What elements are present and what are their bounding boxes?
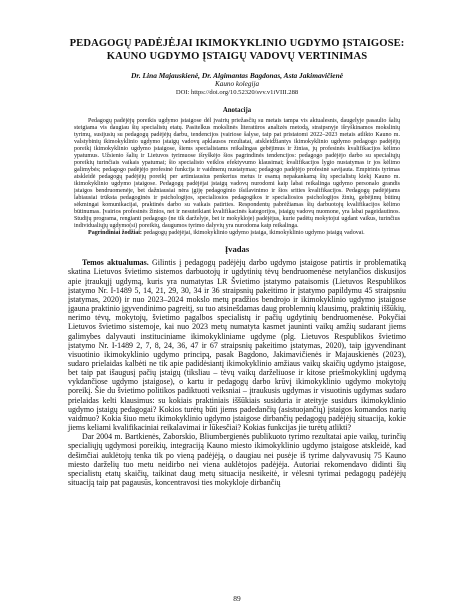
- intro-heading: Įvadas: [224, 244, 250, 255]
- intro-lead: Temos aktualumas.: [82, 258, 149, 268]
- keywords-label: Pagrindiniai žodžiai:: [88, 230, 142, 237]
- abstract-heading: Anotacija: [222, 106, 252, 114]
- keywords-line: [74, 230, 400, 237]
- affiliation: Kauno kolegija: [214, 80, 260, 88]
- abstract-section: [68, 118, 406, 238]
- page-number: 89: [233, 594, 241, 603]
- doi-link[interactable]: DOI: https://doi.org/10.52320/svv.v1iVIII.288: [175, 89, 299, 96]
- intro-paragraph-1-text: Gilintis į pedagogų padėjėjų darbo ugdymo įstaigose patirtis ir problematiką skatina Lietuvos švietimo sistemos darbuotojų ir ugdytinių tėvų bendruomenėse netylančios diskusijos apie įtraukųjį ugdymą, kuris yra numatytas LR Švietimo įstatymo pataisomis (Lietuvos Respublikos įstatymo Nr. I-1489 5, 14, 21, 29, 30, 34 ir 36 straipsnių pakeitimo ir įstatymo papildymu 45 straipsniu įstatymas, 2020) ir nuo 2023–2024 mokslo metų pradžios bendrojo ir ikimokyklinio ugdymo įstaigose įgauna praktinio įgyvendinimo pagreitį, su tuo atsinešdamas daug problemnių klausimų, praktinių iššūkių, nerimo tėvų, mokytojų, švietimo pagalbos specialistų ir pačių ugdytinių bendruomenėse. Pokyčiai Lietuvos švietimo sistemoje, kai nuo 2023 metų numatyta kasmet jauninti vaikų amžių sudarant jiems galimybes dalyvauti instituciniame ikimokykliniame ugdyme (plg. Lietuvos Respublikos švietimo įstatymo Nr. I-1489 2, 7, 8, 24, 36, 47 ir 67 straipsnių pakeitimo įstatymas, 2020), taip įgyvendinant visuotinio ikimokyklinio ugdymo principą, pasak Bagdono, Jakimavičienės ir Majauskienės (2023), sudaro prielaidas kalbėti ne tik apie padidėsiantį ikimokyklinio amžiaus vaikų skaičių ugdymo įstaigose, bet taip pat išaugusį pačių įstaigų (tiksliau – tėvų vaikų darželiuose ir kitose priešmokyklinį ugdymą vykdančiose ugdymo įstaigose), o kartu ir pedagogų darbo krūvį ikimokyklinio ugdymo mokytojų poreikį. Šie du švietimo politikos padiktuoti veiksniai – įtraukusis ugdymas ir visuotinis ugdymas sudaro prielaidas kelti klausimus: su kokiais praktiniais iššūkiais susiduria ir ateityje susidurs ikimokyklinio ugdymo įstaigų pedagogai? Kokios turėtų būti jiems padedančių (asistuojančių) įstaigos komandos narių vaidmuo? Kokia šiuo metu ikimokyklinio ugdymo įstaigose dirbančių pedagogų padėjėjų situacija, kokie jiems keliami kvalifikaciniai reikalavimai ir lūkesčiai? Kokias funkcijas jie turėtų atlikti?: [68, 258, 407, 433]
- abstract-text: Pedagogų padėjėjų poreikis ugdymo įstaigose dėl įvairių priežasčių su metais tampa vis aktualesnis, daugelyje pasaulio šalių steigiama vis daugiau šių specialistų etatų. Pasitelkus mokslinės literatūros analizės metodą, straipsnyje išryškinamos mokslinių tyrimų, susijusių su pedagogų padėjėjų darbu, tendencijos įvairiose šalyse, taip pat pristatomi 2022–2023 metais atlikto Kauno m. valstybinių ikimokyklinio ugdymo įstaigų vadovų apklausos rezultatai, atskleidžiantys ikimokyklinio ugdymo pedagogo padėjėjų poreikį ikimokyklinio ugdymo įstaigose, šiems specialistams reikalingas gebėjimus ir žinias, jų profesinės kvalifikacijos kėlimo ypatumus. Užsienio šalių ir Lietuvos tyrimuose išryškėjo šios pagrindinės tendencijos: pedagogo padėjėjo darbo su specialiųjų poreikių turinčiais vaikais ypatumai; šio specialisto veiklos efektyvumo klausimai; kvalifikacijos lygio nustatymas ir jos kėlimo galimybės; pedagogo padėjėjo profesinė funkcija ir vaidmenų nustatymas; pedagogo padėjėjo profesinė savijauta. Empirinis tyrimas atskleidė pedagogų padėjėjų poreikį per artimiausius penkerius metus ir esamą nepakankamą šių specialistų kiekį Kauno m. ikimokyklinio ugdymo įstaigose. Pedagogų padėjėjai įstaigų vadovų nurodomi kaip labai reikalinga ugdymo personalo grandis įstaigos bendruomenėje, bet dažniausiai nėra įgiję pedagoginio išsilavinimo ir šios srities kvalifikacijos. Pedagogų padėjėjams labiausiai trūksta pedagoginės ir psichologijos, specialiosios pedagogikos ir specialiosios psichologijos žinių, gebėjimų būtinų sėkmingai komunikacijai, praktinės darbo su vaikais patirties. Respondentų pabrėžiamas šių darbuotojų kvalifikacijos kėlimo būtinumas. Įvairios profesinės žinios, net ir nesuteikiant kvalifikacinės kategorijos, įstaigų vadovų nuomone, yra labai pageidautinos. Studijų programa, rengianti pedagogo (ne tik darželyje, bet ir mokykloje) padėjėjus, kurie padėtų mokytojui ugdant vaikus, turinčius individualiųjų ugdymo(si) poreikių, daugumos tyrimo dalyvių yra nurodoma kaip reikalinga.: [74, 117, 400, 230]
- paper-title: PEDAGOGŲ PADĖJĖJAI IKIMOKYKLINIO UGDYMO ĮSTAIGOSE: KAUNO UGDYMO ĮSTAIGŲ VADOVŲ VERTINIMAS: [69, 38, 405, 62]
- intro-body: [68, 258, 406, 487]
- authors: Dr. Lina Majauskienė, Dr. Algimantas Bagdonas, Asta Jakimavičienė: [131, 71, 343, 80]
- keywords-text: pedagogų padėjėjai, ikimokyklinio ugdymo įstaiga, ikimokyklinio ugdymo įstaigų vadovai.: [143, 230, 365, 237]
- intro-paragraph-1: [68, 258, 406, 432]
- intro-paragraph-2: Dar 2004 m. Bartkienės, Zaborskio, Bliumbergienės publikuoto tyrimo rezultatai apie vaikų, turinčių specialiųjų ugdymosi poreikių, integraciją Kauno miesto ikimokyklinio ugdymo įstaigose atskleidė, kad dešimčiai auklėtojų tenka tik po vieną padėjėją, o daugiau nei pusėje iš tyrime dalyvavusių 75 Kauno miesto darželių tuo metu neidirbo nei viena auklėtojos padėjėja. Autoriai rekomendavo didinti šių specialistų etatų skaičių, taikinat daug metų situacija nesikeitė, ir vėlesni tyrimai pedagogų padėjėjų situaciją taip pat pagausūs, koncentravosi ties mokykloje dirbančių: [68, 432, 406, 488]
